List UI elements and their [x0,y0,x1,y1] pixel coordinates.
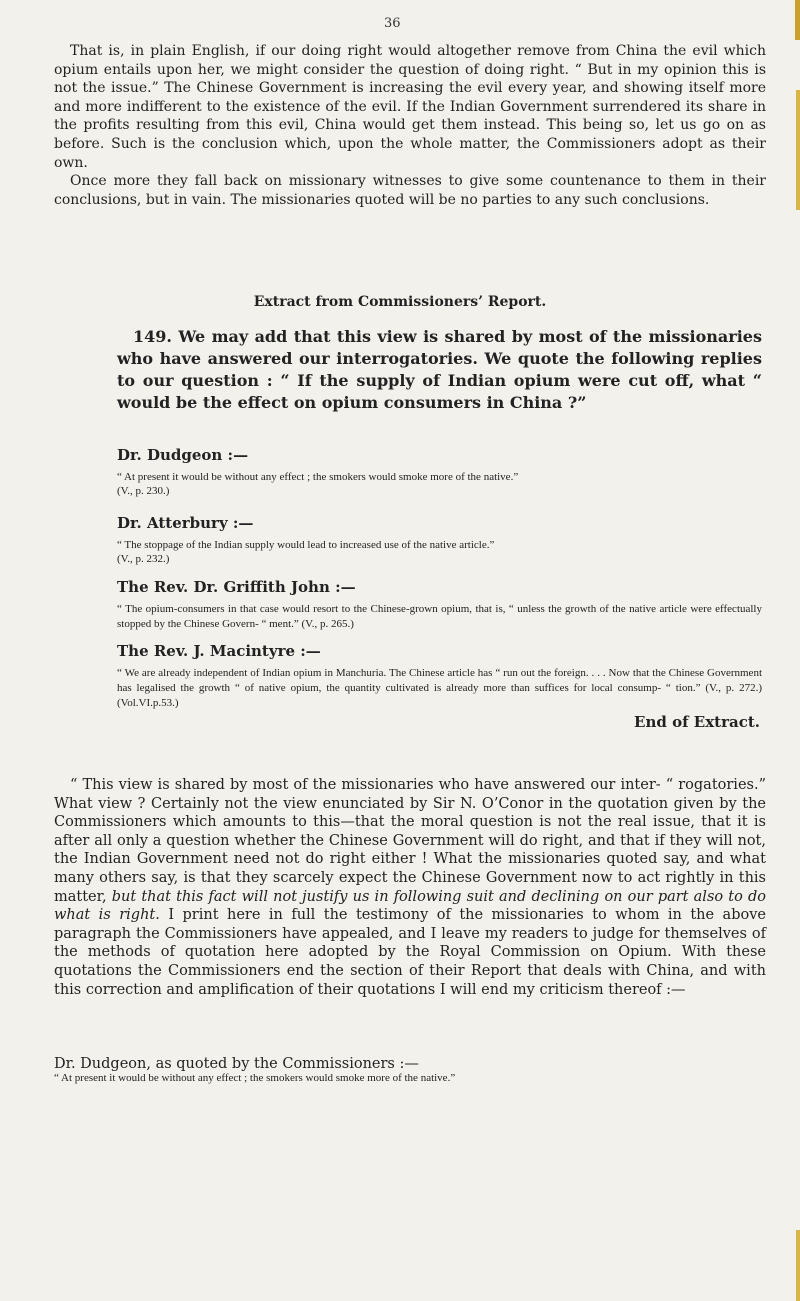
main-section [54,776,766,999]
extract-heading: Extract from Commissioners’ Report. [253,294,547,310]
main-paragraph-text: “ This view is shared by most of the missionaries who have answered our inter- “ rogatories.” What view ? Certainly not the view enunciated by Sir N. O’Conor in the quotation given by the Commissioners which amounts to this—that the moral question is not the real issue, that it is after all only a question whether the Chinese Government will do right, and that if they will not, the Indian Government need not do right either ! What the missionaries quoted say, and what many others say, is that they scarcely expect the Chinese Government now to act rightly in this matter, [54,777,766,905]
testimony-quote: “ We are already independent of Indian opium in Manchuria. The Chinese article has “ run out the foreign. . . . Now that the Chinese Government has legalised the growth “ of native opium, the quantity cultivated is already more than suffices for local consump- “ tion.” (V., p. 272.) (Vol.VI.p.53.) [117,667,762,709]
testimony-quote: “ At present it would be without any effect ; the smokers would smoke more of the native.” [117,471,519,483]
testimony-macintyre [117,642,762,711]
page-edge-mark [796,90,800,210]
testimony-atterbury [117,514,762,565]
closing-section [54,1056,766,1084]
intro-paragraph-1: That is, in plain English, if our doing right would altogether remove from China the evil which opium entails upon her, we might consider the question of doing right. “ But in my opinion this is not the issue.” The Chinese Government is increasing the evil every year, and showing itself more and more indifferent to the existence of the evil. If the Indian Government surrendered its share in the profits resulting from this evil, China would get them instead. This being so, let us go on as before. Such is the conclusion which, upon the whole matter, the Commissioners adopt as their own. [54,43,766,171]
intro-paragraph-2: Once more they fall back on missionary witnesses to give some countenance to them in their conclusions, but in vain. The missionaries quoted will be no parties to any such conclusions. [54,173,766,208]
main-paragraph [54,776,766,999]
testimony-speaker: Dr. Atterbury :— [117,514,254,532]
extract-section [117,326,762,414]
page-number: 36 [384,16,401,31]
testimony-reference: (V., p. 232.) [117,553,170,565]
testimony-quote: “ The stoppage of the Indian supply would lead to increased use of the native article.” [117,539,495,551]
intro-section [54,42,766,209]
testimony-speaker: The Rev. J. Macintyre :— [117,642,321,660]
testimony-dudgeon [117,446,762,497]
end-of-extract-label: End of Extract. [634,713,760,731]
closing-speaker: Dr. Dudgeon, as quoted by the Commissioners :— [54,1056,419,1072]
page-edge-mark [796,1230,800,1301]
closing-quote: “ At present it would be without any effect ; the smokers would smoke more of the native.” [54,1072,456,1084]
extract-paragraph: 149. We may add that this view is shared by most of the missionaries who have answered our interrogatories. We quote the following replies to our question : “ If the supply of Indian opium were cut off, what “ would be the effect on opium consumers in China ?” [117,327,762,412]
testimony-reference: (V., p. 230.) [117,485,170,497]
testimony-griffith-john [117,578,762,632]
main-paragraph-italic: but that this fact will not justify us in following suit and declining on our part also to do what is right. [54,888,766,924]
testimony-quote: “ The opium-consumers in that case would resort to the Chinese-grown opium, that is, “ unless the growth of the native article were effectually stopped by the Chinese Govern- “ ment.” (V., p. 265.) [117,603,762,630]
testimony-speaker: The Rev. Dr. Griffith John :— [117,578,356,596]
main-paragraph-text: I print here in full the testimony of the missionaries to whom in the above paragraph the Commissioners have appealed, and I leave my readers to judge for themselves of the methods of quotation here adopted by the Royal Commission on Opium. With these quotations the Commissioners end the section of their Report that deals with China, and with this correction and amplification of their quotations I will end my criticism thereof :— [54,907,766,998]
page-edge-mark [795,0,800,40]
testimony-speaker: Dr. Dudgeon :— [117,446,249,464]
